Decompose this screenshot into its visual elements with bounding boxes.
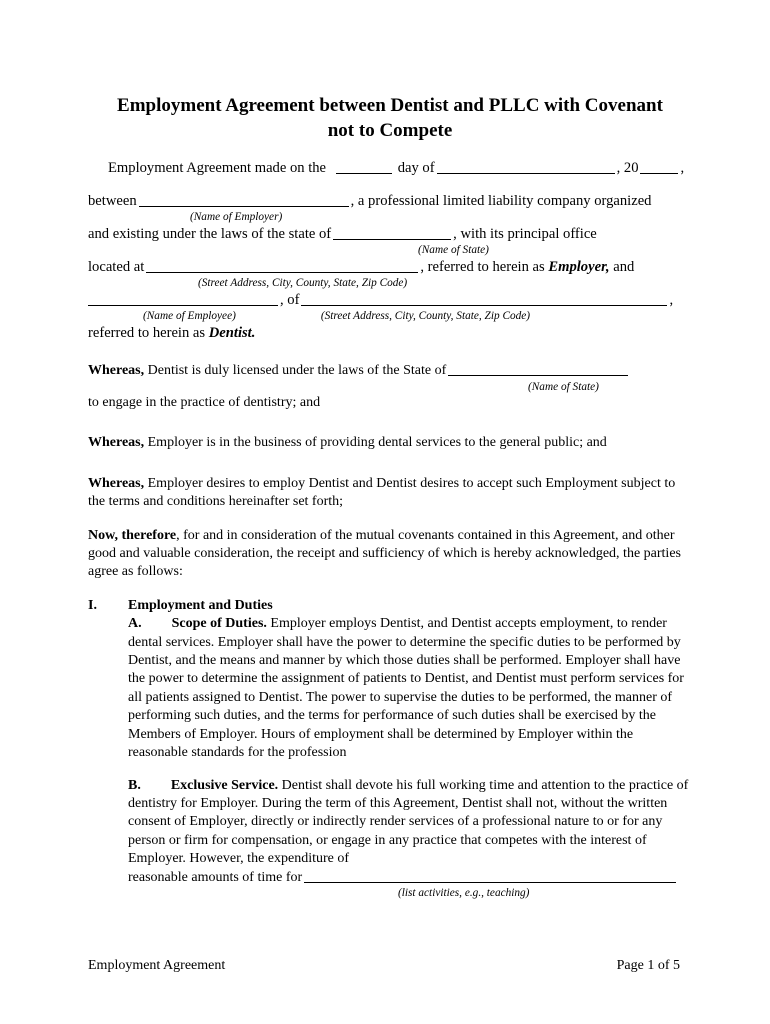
clause-b-title: Exclusive Service.	[170, 777, 279, 793]
whereas-clause-2	[88, 434, 692, 452]
whereas-3-lead: Whereas,	[88, 475, 145, 491]
section-1-heading	[88, 597, 692, 615]
employer-address-caption: (Street Address, City, County, State, Zip Code)	[198, 277, 408, 289]
employer-address-blank[interactable]	[146, 259, 418, 273]
intro-line-1-year-label: , 20	[616, 160, 639, 176]
licensed-state-caption: (Name of State)	[528, 381, 599, 393]
section-1-number: I.	[88, 597, 97, 613]
intro-line-4-text: located at	[88, 259, 145, 275]
whereas-2-text: Employer is in the business of providing dental services to the general public; and	[147, 435, 607, 451]
activities-blank[interactable]	[304, 869, 676, 883]
footer-document-name: Employment Agreement	[88, 958, 226, 973]
intro-line-1	[88, 158, 692, 178]
employee-name-caption: (Name of Employee)	[143, 310, 236, 322]
therefore-clause	[88, 527, 692, 582]
whereas-clause-1	[88, 361, 692, 412]
intro-line-6-text: referred to herein as	[88, 325, 206, 341]
clause-b-label: B.	[128, 777, 141, 793]
day-blank[interactable]	[336, 160, 392, 174]
therefore-text: , for and in consideration of the mutual covenants contained in this Agreement, and other good and valuable consideration, the receipt and sufficiency of which is hereby acknowledged, the parties agree as follows:	[88, 527, 681, 580]
section-1-body	[128, 615, 692, 900]
licensed-state-blank[interactable]	[448, 362, 628, 376]
whereas-1-lead: Whereas,	[88, 363, 145, 378]
intro-line-5-end: ,	[669, 292, 674, 308]
employee-address-blank[interactable]	[301, 292, 667, 306]
organized-state-blank[interactable]	[333, 226, 451, 240]
intro-line-2-text: between	[88, 193, 137, 209]
intro-line-4-mid: , referred to herein as	[420, 259, 545, 275]
intro-line-3-text: and existing under the laws of the state of	[88, 226, 332, 242]
year-blank[interactable]	[640, 160, 678, 174]
footer-page-number: Page 1 of 5	[616, 958, 680, 973]
intro-line-3	[88, 224, 692, 244]
document-title	[88, 93, 692, 143]
document-content	[88, 0, 692, 900]
page-footer	[88, 957, 680, 975]
therefore-lead: Now, therefore	[88, 527, 177, 543]
whereas-1-text: Dentist is duly licensed under the laws of the State of	[147, 363, 447, 378]
intro-line-1-spacer	[88, 178, 692, 191]
clause-b-lastline-text: reasonable amounts of time for	[128, 869, 303, 885]
clause-a-title: Scope of Duties.	[171, 616, 267, 632]
employee-name-blank[interactable]	[88, 292, 278, 306]
intro-line-1-text: Employment Agreement made on the	[108, 160, 327, 176]
intro-line-3-post: , with its principal office	[453, 226, 597, 242]
intro-line-1-mid: day of	[397, 160, 435, 176]
clause-b-lastline	[128, 869, 692, 887]
whereas-2-lead: Whereas,	[88, 435, 145, 451]
employer-name-blank[interactable]	[139, 193, 349, 207]
term-dentist: Dentist.	[208, 325, 256, 341]
clause-a	[128, 615, 692, 762]
intro-line-1-end: ,	[680, 160, 685, 176]
intro-line-2	[88, 191, 692, 211]
organized-state-caption: (Name of State)	[418, 244, 489, 256]
intro-line-5-captions	[88, 310, 692, 323]
employer-name-caption: (Name of Employer)	[190, 211, 283, 223]
employee-address-caption: (Street Address, City, County, State, Zip Code)	[320, 310, 531, 322]
month-blank[interactable]	[437, 160, 615, 174]
intro-line-4	[88, 257, 692, 277]
intro-line-5-mid: , of	[280, 292, 300, 308]
whereas-clause-3	[88, 475, 692, 512]
title-line-2: not to Compete	[327, 120, 453, 141]
section-1-title: Employment and Duties	[128, 597, 273, 613]
intro-line-5	[88, 290, 692, 310]
intro-section	[88, 158, 692, 343]
title-line-1: Employment Agreement between Dentist and PLLC with Covenant	[117, 95, 663, 116]
whereas-3-text: Employer desires to employ Dentist and Dentist desires to accept such Employment subject to the terms and conditions hereinafter set forth;	[88, 475, 676, 510]
intro-line-4-post: and	[613, 259, 635, 275]
clause-b-text: Dentist shall devote his full working time and attention to the practice of dentistry for Employer. During the term of this Agreement, Dentist shall not, without the written consent of Employer, directly or indirectly render services of a professional nature to or for any person or firm for compensation, or engage in any practice that competes with the interest of Employer. However, the expenditure of	[128, 777, 689, 867]
whereas-1-continuation: to engage in the practice of dentistry; and	[88, 395, 321, 410]
clause-a-label: A.	[128, 616, 142, 632]
term-employer: Employer,	[548, 259, 610, 275]
clause-a-text: Employer employs Dentist, and Dentist accepts employment, to render dental services. Employer shall have the power to determine the specific duties to be performed by Dentist, and the means and manner by which those duties shall be performed. Employer shall have the power to determine the assignment of patients to Dentist, and Dentist must perform services for all patients assigned to Dentist. The power to supervise the duties to be performed, the manner of performing such duties, and the terms for performance of such duties shall be exercised by the Members of Employer. Hours of employment shall be determined by Employer within the reasonable standards for the profession	[128, 616, 684, 761]
activities-caption: (list activities, e.g., teaching)	[398, 886, 530, 899]
clause-b	[128, 777, 692, 869]
intro-line-6	[88, 323, 692, 343]
intro-line-2-post: , a professional limited liability company organized	[350, 193, 652, 209]
whereas-1-line	[88, 361, 692, 381]
